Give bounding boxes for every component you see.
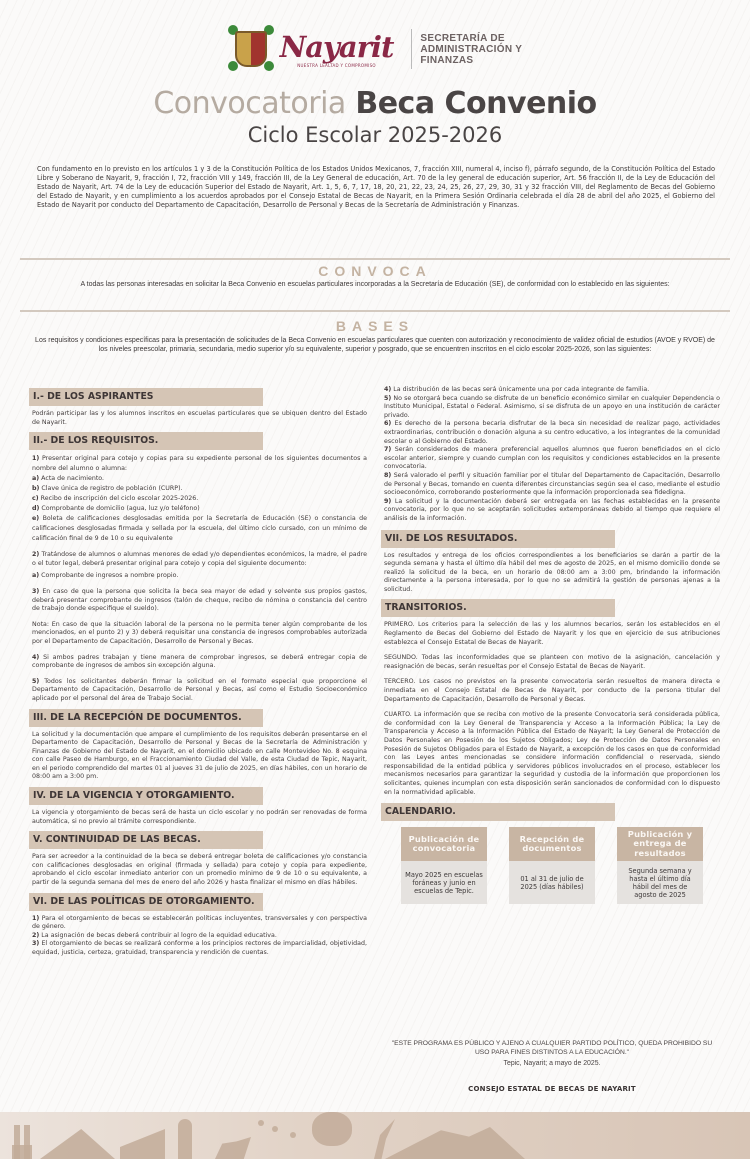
divider bbox=[20, 258, 730, 260]
calendar-card-body: 01 al 31 de julio de 2025 (días hábiles) bbox=[509, 861, 595, 904]
item-text: La solicitud y la documentación deberá ser entregada en las fechas establecidas en la presente convocatoria, por lo que no se aceptarán solicitudes extemporáneas debido al tiempo que requiere el análisis de la información. bbox=[384, 497, 720, 522]
item-letter: a) bbox=[32, 572, 40, 580]
item-letter: c) bbox=[32, 495, 39, 503]
intro-paragraph: Con fundamento en lo previsto en los artículos 1 y 3 de la Constitución Política de los Estados Unidos Mexicanos, 7, fracción XIII, numeral 4, inciso f), párrafo segundo, de la Constitución Política del Estado Libre y Soberano de Nayarit, 9, fracción I, 72, fracción VIII y 149, fracción III, de la Ley General de educación, Art. 70 de la ley general de educación superior, Art. 56 fracción II, de la Ley de Educación del Estado de Nayarit, Art. 74 de la Ley de educación Superior del Estado de Nayarit, Art. 1, 5, 6, 7, 17, 18, 20, 21, 22, 23, 24, 25, 26, 27, 29, 30, 31 y 32 fracción VIII, del Reglamento de Becas del Gobierno del Estado de Nayarit, y en cumplimiento a los acuerdos aprobados por el Consejo Estatal de Becas de Nayarit, en la Primera Sesión Ordinaria celebrada el día 28 de abril del año 2025, el Gobierno del Estado de Nayarit por conducto del Departamento de Capacitación, Desarrollo de Personal y Becas de la Secretaría de Administración y Finanzas. bbox=[37, 165, 715, 209]
page-title bbox=[0, 86, 750, 122]
item-text: Es derecho de la persona becaria disfrutar de la beca sin necesidad de realizar pago, actividades extraordinarias, contribución o donación alguna a su centro educativo, a los integrantes de la comunidad escolar o al Gobierno del Estado. bbox=[384, 420, 720, 445]
item-number: 3) bbox=[32, 940, 40, 948]
department-line: FINANZAS bbox=[420, 54, 474, 66]
state-crest-logo bbox=[228, 23, 274, 75]
calendar-card-body: Mayo 2025 en escuelas foráneas y junio en escuelas de Tepic. bbox=[401, 861, 487, 904]
crest-shield-icon bbox=[235, 31, 267, 67]
item-number: 7) bbox=[384, 446, 392, 454]
politica-6 bbox=[384, 420, 720, 446]
page-subtitle: Ciclo Escolar 2025-2026 bbox=[247, 123, 503, 147]
requisito-2-a bbox=[32, 572, 367, 581]
politica-9 bbox=[384, 498, 720, 524]
transitorio-segundo: SEGUNDO. Todas las inconformidades que se planteen con motivo de la asignación, cancelación y reasignación de becas, serán resueltas por el Consejo Estatal de Becas de Nayarit. bbox=[384, 654, 720, 670]
bases-heading: BASES bbox=[335, 318, 415, 334]
item-text: La distribución de las becas será únicamente una por cada integrante de familia. bbox=[393, 386, 650, 393]
item-number: 4) bbox=[32, 653, 40, 661]
item-letter: e) bbox=[32, 515, 40, 523]
politica-5 bbox=[384, 395, 720, 421]
item-number: 2) bbox=[32, 931, 40, 939]
item-letter: d) bbox=[32, 505, 40, 513]
convoca-heading: CONVOCA bbox=[318, 263, 432, 279]
crest-leaf-icon bbox=[264, 61, 274, 71]
requisitos-nota: Nota: En caso de que la situación laboral de la persona no le permita tener algún comprobante de los mencionados, en el punto 2) y 3) deberá requisitar una constancia de ingresos comprobables autorizada por el Departamento de Capacitación, Desarrollo de Personal y Becas. bbox=[32, 620, 367, 645]
section-heading-aspirantes: I.- DE LOS ASPIRANTES bbox=[29, 388, 263, 406]
item-number: 9) bbox=[384, 497, 392, 505]
title-light: Convocatoria bbox=[153, 86, 346, 121]
bases-text: Los requisitos y condiciones específicas para la presentación de solicitudes de la Beca Convenio en escuelas particulares que cuenten con autorización y reconocimiento de validez oficial de estudios (AVOE y RVOE) de los niveles preescolar, primaria, secundaria, medio superior y/o su equivalente, superior y posgrado, que se encuentren inscritos en el ciclo escolar 2025-2026, son las siguientes: bbox=[35, 337, 715, 353]
item-text: La asignación de becas deberá contribuir al logro de la equidad educativa. bbox=[41, 931, 277, 939]
item-text: Serán considerados de manera preferencial aquellos alumnos que fueron beneficiados en el ciclo escolar anterior, siempre y cuando cumplan con los requisitos y condiciones establecidos en la presente convocatoria. bbox=[384, 446, 720, 471]
item-number: 5) bbox=[384, 394, 392, 402]
requisito-3 bbox=[32, 588, 367, 614]
calendar-cards bbox=[401, 827, 703, 904]
item-number: 3) bbox=[32, 587, 40, 595]
aspirantes-text: Podrán participar las y los alumnos inscritos en escuelas particulares que se ubiquen dentro del Estado de Nayarit. bbox=[32, 410, 367, 426]
calendar-card-title: Recepción de documentos bbox=[509, 827, 595, 861]
item-text: Recibo de inscripción del ciclo escolar 2025-2026. bbox=[40, 495, 199, 503]
disclaimer-quote: "ESTE PROGRAMA ES PÚBLICO Y AJENO A CUALQUIER PARTIDO POLÍTICO, QUEDA PROHIBIDO SU USO PARA FINES DISTINTOS A LA EDUCACIÓN." bbox=[391, 1040, 713, 1056]
item-number: 2) bbox=[32, 551, 40, 559]
mountain-icon bbox=[385, 1127, 525, 1159]
requisito-5 bbox=[32, 678, 367, 704]
item-text: Acta de nacimiento. bbox=[41, 475, 105, 483]
calendar-card-title: Publicación y entrega de resultados bbox=[617, 827, 703, 861]
calendar-card-recepcion bbox=[509, 827, 595, 904]
section-heading-vigencia: IV. DE LA VIGENCIA Y OTORGAMIENTO. bbox=[29, 787, 263, 805]
item-text: Será valorado el perfil y situación familiar por el titular del Departamento de Capacitación, Desarrollo de Personal y Becas, tomando en cuenta diferentes circunstancias según sea el caso, mediante el estudio socioeconómico, corroborando posteriormente que la información proporcionada sea fidedigna. bbox=[384, 471, 720, 497]
recepcion-text: La solicitud y la documentación que ampare el cumplimiento de los requisitos deberán presentarse en el Departamento de Capacitación, Desarrollo de Personal y Becas de la Secretaría de Administración y Finanzas de Gobierno del Estado de Nayarit, en el domicilio ubicado en calle Montevideo No. 8 esquina con calle Paseo de Hamburgo, en el Fraccionamiento Ciudad del Valle, de esta Ciudad de Tepic, Nayarit, en el periodo comprendido del martes 01 al jueves 31 de julio de 2025, en días hábiles, con un horario de 08:00 am a 3:00 pm. bbox=[32, 730, 367, 781]
politica-4 bbox=[384, 386, 720, 395]
transitorio-tercero: TERCERO. Los casos no previstos en la presente convocatoria serán resueltos de manera directa e inmediata en el Consejo Estatal de Becas de Nayarit, por conducto de la persona titular del Departamento de Capacitación, Desarrollo de Personal y Becas. bbox=[384, 678, 720, 703]
item-text: Comprobante de domicilio (agua, luz y/o teléfono) bbox=[41, 505, 200, 513]
politica-1 bbox=[32, 915, 367, 932]
requisito-1-b bbox=[32, 484, 367, 494]
calendar-card-resultados bbox=[617, 827, 703, 904]
transitorio-primero: PRIMERO. Los criterios para la selección de las y los alumnos becarios, serán los establecidos en el Reglamento de Becas del Gobierno del Estado de Nayarit y los que en ejercicio de sus atribuciones establezca el Consejo Estatal de Becas de Nayarit. bbox=[384, 621, 720, 646]
header-divider bbox=[411, 29, 412, 69]
bird-icon bbox=[290, 1132, 296, 1138]
resultados-text: Los resultados y entrega de los oficios correspondientes a los beneficiarios se darán a partir de la segunda semana y hasta el último día hábil del mes de agosto de 2025, en el mismo domicilio donde se realizó la solicitud de la beca, en un horario de 08:00 am a 3:00 pm, brindando la información directamente a la persona interesada, por lo que no se admitirá la gestión de personas ajenas a la solicitud. bbox=[384, 551, 720, 593]
vigencia-text: La vigencia y otorgamiento de becas será de hasta un ciclo escolar y no podrán ser renovadas de forma automática, si no previo al trámite correspondiente. bbox=[32, 809, 367, 825]
item-number: 8) bbox=[384, 471, 392, 479]
page-header bbox=[0, 20, 750, 78]
item-text: No se otorgará beca cuando se disfrute de un beneficio económico similar en cualquier Dependencia o Instituto Municipal, Estatal o Federal. Asimismo, si se disfruta de un apoyo en una institución de carácter privado. bbox=[384, 394, 720, 419]
section-heading-transitorios: TRANSITORIOS. bbox=[381, 599, 615, 617]
crest-leaf-icon bbox=[228, 61, 238, 71]
cathedral-body-icon bbox=[12, 1145, 32, 1159]
volcano-icon bbox=[40, 1129, 115, 1159]
politica-7 bbox=[384, 446, 720, 472]
footer-landscape-banner bbox=[0, 1112, 750, 1159]
convoca-text: A todas las personas interesadas en solicitar la Beca Convenio en escuelas particulares incorporadas a la Secretaría de Educación (SE), de conformidad con lo establecido en las siguientes: bbox=[80, 281, 670, 288]
item-text: Comprobante de ingresos a nombre propio. bbox=[41, 572, 179, 580]
requisito-1-a bbox=[32, 474, 367, 484]
nayarit-brand bbox=[280, 31, 394, 68]
statue-icon bbox=[178, 1119, 192, 1159]
item-number: 6) bbox=[384, 420, 392, 428]
requisito-1-d bbox=[32, 504, 367, 514]
section-heading-resultados: VII. DE LOS RESULTADOS. bbox=[381, 530, 615, 548]
item-text: Para el otorgamiento de becas se establecerán políticas incluyentes, transversales y con perspectiva de género. bbox=[32, 914, 367, 931]
department-name bbox=[420, 33, 522, 66]
brand-tagline: NUESTRA LEALTAD Y COMPROMISO bbox=[297, 62, 376, 68]
calendar-card-title: Publicación de convocatoria bbox=[401, 827, 487, 861]
item-text: Clave única de registro de población (CURP). bbox=[41, 485, 183, 493]
place-date: Tepic, Nayarit; a mayo de 2025. bbox=[503, 1060, 601, 1067]
right-column bbox=[384, 386, 720, 904]
section-heading-requisitos: II.- DE LOS REQUISITOS. bbox=[29, 432, 263, 450]
flower-icon bbox=[312, 1112, 352, 1146]
item-number: 4) bbox=[384, 386, 392, 393]
item-text: Si ambos padres trabajan y tiene manera de comprobar ingresos, se deberá entregar copia de comprobante de ingresos de ambos sin excepción alguna. bbox=[32, 653, 367, 670]
item-text: El otorgamiento de becas se realizará conforme a los principios rectores de imparcialidad, objetividad, equidad, justicia, certeza, gratuidad, transparencia y rendición de cuentas. bbox=[32, 940, 367, 956]
whale-icon bbox=[365, 1119, 395, 1159]
politica-8 bbox=[384, 472, 720, 498]
signature: CONSEJO ESTATAL DE BECAS DE NAYARIT bbox=[468, 1085, 636, 1093]
item-number: 1) bbox=[32, 914, 40, 922]
section-heading-recepcion: III. DE LA RECEPCIÓN DE DOCUMENTOS. bbox=[29, 709, 263, 727]
item-number: 5) bbox=[32, 677, 40, 685]
brand-name: Nayarit bbox=[279, 29, 394, 64]
transitorio-cuarto: CUARTO. La información que se reciba con motivo de la presente Convocatoria será considerada pública, de conformidad con la Ley General de Transparencia y Acceso a la Información Pública; la Ley de Transparencia y Acceso a la Información Pública del Estado de Nayarit; la Ley General de Protección de Datos Personales en Posesión de los Sujetos Obligados; Ley de Protección de Datos Personales en Posesión de Sujetos Obligados para el Estado de Nayarit, a excepción de los casos en que de conformidad con las Leyes antes mencionadas se considere información confidencial o reservada, siendo responsabilidad de la entidad pública y servidores públicos involucrados en el proceso, establecer los mecanismos necesarios para garantizar la seguridad y custodia de la información que proporcionen los solicitantes, quienes incumplan con esta disposición serán sancionados de conformidad con lo dispuesto en la normatividad aplicable. bbox=[384, 711, 720, 796]
section-heading-calendario: CALENDARIO. bbox=[381, 803, 615, 821]
requisito-1-e bbox=[32, 514, 367, 544]
requisito-2 bbox=[32, 551, 367, 568]
aqueduct-icon bbox=[120, 1129, 165, 1159]
item-letter: a) bbox=[32, 475, 40, 483]
requisito-1 bbox=[32, 454, 367, 474]
title-bold: Beca Convenio bbox=[355, 86, 597, 121]
left-column bbox=[32, 388, 367, 958]
item-text: Presentar original para cotejo y copias para su expediente personal de los siguientes documentos a nombre del alumno o alumna: bbox=[32, 455, 367, 473]
section-heading-continuidad: V. CONTINUIDAD DE LAS BECAS. bbox=[29, 831, 263, 849]
bird-icon bbox=[258, 1120, 264, 1126]
requisito-4 bbox=[32, 654, 367, 671]
item-text: Todos los solicitantes deberán firmar la solicitud en el formato especial que proporcione el Departamento de Capacitación, Desarrollo de Personal y Becas, así como el Estudio Socioeconómico aplicado por el personal del área de Trabajo Social. bbox=[32, 677, 367, 702]
item-number: 1) bbox=[32, 455, 40, 463]
section-heading-politicas: VI. DE LAS POLÍTICAS DE OTORGAMIENTO. bbox=[29, 893, 263, 911]
bird-icon bbox=[272, 1126, 278, 1132]
continuidad-text: Para ser acreedor a la continuidad de la beca se deberá entregar boleta de calificaciones y/o constancia con calificaciones desglosadas en original (firmada y sellada) para cotejo y copia para expediente, aprobando el ciclo escolar inmediato anterior con un promedio mínimo de 9 de 10 o su equivalente, a partir de la segunda semana del mes de enero del año 2026 y hasta finalizar el mismo en días hábiles. bbox=[32, 853, 367, 887]
divider bbox=[20, 310, 730, 312]
item-text: Tratándose de alumnos o alumnas menores de edad y/o dependientes económicos, la madre, el padre o el tutor legal, deberá presentar original para cotejo y copia del siguiente documento: bbox=[32, 551, 367, 567]
department-line: SECRETARÍA DE bbox=[420, 32, 505, 44]
department-line: ADMINISTRACIÓN Y bbox=[420, 43, 523, 55]
item-text: En caso de que la persona que solicita la beca sea mayor de edad y solvente sus propios gastos, deberá presentar comprobante de ingresos (talón de cheque, recibo de nómina o constancia del centro de trabajo donde especifique el sueldo). bbox=[32, 587, 367, 613]
requisito-1-c bbox=[32, 494, 367, 504]
politica-3 bbox=[32, 940, 367, 957]
calendar-card-publicacion bbox=[401, 827, 487, 904]
calendar-card-body: Segunda semana y hasta el último día hábil del mes de agosto de 2025 bbox=[617, 861, 703, 904]
item-text: Boleta de calificaciones desglosadas emitida por la Secretaría de Educación (SE) o constancia de calificaciones desglosadas firmada y sellada por la escuela, del último ciclo cursado, con un mínimo de calificación final de 9 de 10 o su equivalente bbox=[32, 515, 367, 543]
item-letter: b) bbox=[32, 485, 40, 493]
deer-icon bbox=[215, 1137, 251, 1159]
